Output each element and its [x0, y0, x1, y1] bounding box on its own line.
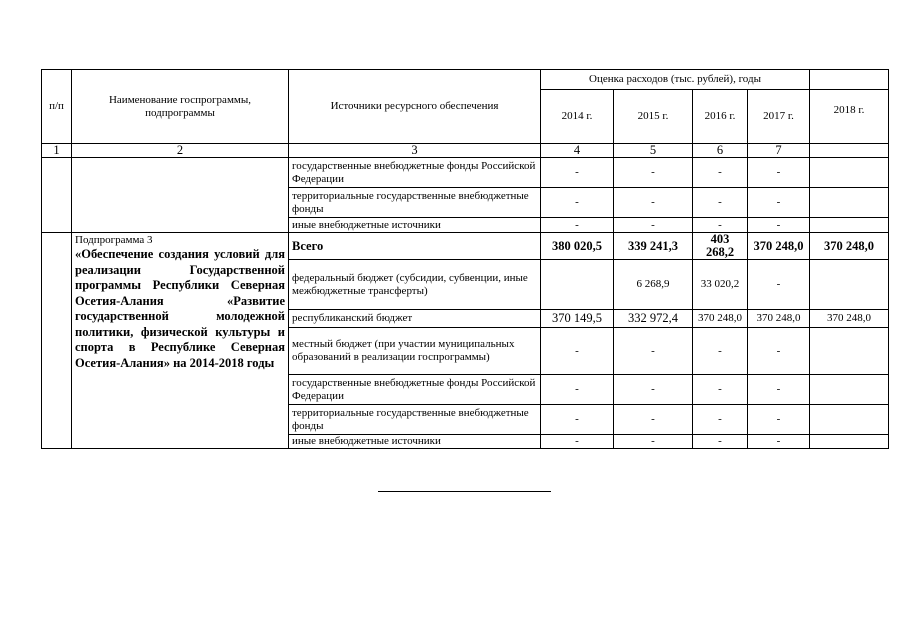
col-number: 3: [289, 144, 541, 158]
value-cell: [810, 218, 889, 233]
value-cell: -: [541, 218, 614, 233]
value-cell: 370 248,0: [748, 310, 810, 328]
col-number: 6: [693, 144, 748, 158]
value-cell: -: [748, 218, 810, 233]
value-cell: 370 248,0: [748, 233, 810, 260]
header-sources: Источники ресурсного обеспечения: [289, 70, 541, 144]
header-num: п/п: [42, 70, 72, 144]
table-row: [42, 158, 889, 188]
header-year-2017: 2017 г.: [748, 90, 810, 144]
value-cell: -: [748, 405, 810, 435]
source-cell: федеральный бюджет (субсидии, субвенции, иные межбюджетные трансферты): [289, 260, 541, 310]
source-cell: государственные внебюджетные фонды Российской Федерации: [289, 375, 541, 405]
source-cell: иные внебюджетные источники: [289, 218, 541, 233]
header-estimate: Оценка расходов (тыс. рублей), годы: [541, 70, 810, 90]
subprogram-name-cell: [72, 233, 289, 449]
value-cell: 6 268,9: [614, 260, 693, 310]
value-cell: -: [614, 405, 693, 435]
value-cell: 339 241,3: [614, 233, 693, 260]
header-name: Наименование госпрограммы, подпрограммы: [72, 70, 289, 144]
value-cell: -: [614, 435, 693, 449]
name-cell-empty: [72, 158, 289, 233]
col-number: 1: [42, 144, 72, 158]
table-row: [42, 233, 889, 260]
value-cell: -: [614, 328, 693, 375]
source-cell: государственные внебюджетные фонды Российской Федерации: [289, 158, 541, 188]
value-cell: -: [541, 405, 614, 435]
col-number: 7: [748, 144, 810, 158]
value-cell: -: [614, 218, 693, 233]
value-cell: 370 149,5: [541, 310, 614, 328]
col-number-empty: [810, 144, 889, 158]
subprogram-description: «Обеспечение создания условий для реализации Государственной программы Республики Северная Осетия-Алания «Развитие государственной молодежной политики, физической культуры и спорта в Республике Северная Осетия-Алания» на 2014-2018 годы: [75, 247, 285, 370]
value-cell: -: [541, 375, 614, 405]
value-cell: -: [693, 218, 748, 233]
value-cell: -: [693, 158, 748, 188]
value-cell: -: [748, 260, 810, 310]
value-cell: [810, 405, 889, 435]
value-cell: -: [693, 405, 748, 435]
value-cell: -: [693, 328, 748, 375]
value-cell: -: [748, 435, 810, 449]
value-cell: -: [541, 188, 614, 218]
source-cell: территориальные государственные внебюджетные фонды: [289, 405, 541, 435]
value-cell: -: [614, 158, 693, 188]
value-cell: -: [541, 435, 614, 449]
value-cell: [810, 328, 889, 375]
header-empty: [810, 70, 889, 90]
value-cell: -: [748, 328, 810, 375]
end-separator-line: [378, 491, 551, 492]
source-cell: иные внебюджетные источники: [289, 435, 541, 449]
value-cell: [810, 188, 889, 218]
subprogram-title: Подпрограмма 3: [75, 234, 153, 246]
value-cell: 33 020,2: [693, 260, 748, 310]
header-year-2014: 2014 г.: [541, 90, 614, 144]
value-cell: [810, 158, 889, 188]
value-cell: -: [693, 435, 748, 449]
value-cell: 332 972,4: [614, 310, 693, 328]
value-cell: -: [748, 188, 810, 218]
value-cell: -: [541, 328, 614, 375]
value-cell: -: [614, 188, 693, 218]
col-number: 4: [541, 144, 614, 158]
header-year-2018: 2018 г.: [810, 90, 889, 144]
value-cell: -: [748, 375, 810, 405]
value-cell: -: [693, 375, 748, 405]
num-cell-empty: [42, 158, 72, 233]
source-cell: территориальные государственные внебюджетные фонды: [289, 188, 541, 218]
value-cell: 370 248,0: [693, 310, 748, 328]
value-cell: 380 020,5: [541, 233, 614, 260]
col-number: 5: [614, 144, 693, 158]
value-cell: 403 268,2: [693, 233, 748, 260]
source-cell: местный бюджет (при участии муниципальных образований в реализации госпрограммы): [289, 328, 541, 375]
value-cell: 370 248,0: [810, 310, 889, 328]
value-cell: [810, 375, 889, 405]
source-cell-total: Всего: [289, 233, 541, 260]
value-cell: -: [541, 158, 614, 188]
value-cell: [810, 435, 889, 449]
value-cell: [541, 260, 614, 310]
num-cell-empty: [42, 233, 72, 449]
value-cell: 370 248,0: [810, 233, 889, 260]
value-cell: -: [748, 158, 810, 188]
value-cell: -: [614, 375, 693, 405]
resource-table: [41, 69, 889, 449]
source-cell: республиканский бюджет: [289, 310, 541, 328]
header-year-2016: 2016 г.: [693, 90, 748, 144]
value-cell: -: [693, 188, 748, 218]
value-cell: [810, 260, 889, 310]
header-year-2015: 2015 г.: [614, 90, 693, 144]
col-number: 2: [72, 144, 289, 158]
